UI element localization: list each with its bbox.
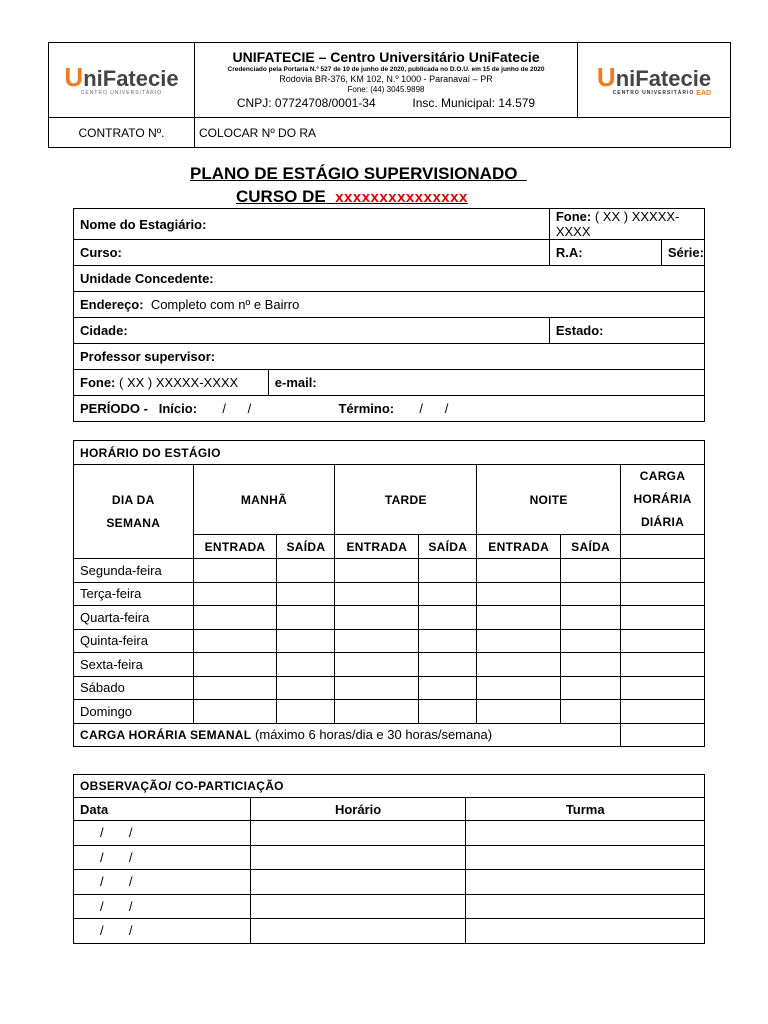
day-name: Domingo	[74, 700, 194, 724]
schedule-cell[interactable]	[561, 559, 621, 583]
schedule-cell[interactable]	[277, 653, 335, 677]
schedule-cell[interactable]	[193, 582, 277, 606]
schedule-cell[interactable]	[477, 700, 561, 724]
schedule-row	[74, 559, 705, 583]
email-field[interactable]: e-mail:	[268, 370, 704, 396]
course-placeholder: xxxxxxxxxxxxxxx	[335, 189, 468, 206]
logo-u-mark: U	[64, 62, 84, 92]
schedule-row	[74, 582, 705, 606]
schedule-cell[interactable]	[193, 606, 277, 630]
schedule-cell[interactable]	[277, 582, 335, 606]
schedule-cell[interactable]	[477, 653, 561, 677]
schedule-row	[74, 629, 705, 653]
left-logo-cell	[49, 43, 195, 118]
municipal-registration: Insc. Municipal: 14.579	[412, 96, 536, 111]
schedule-cell[interactable]	[477, 629, 561, 653]
schedule-cell[interactable]	[621, 582, 705, 606]
schedule-cell[interactable]	[561, 653, 621, 677]
night-exit-header: SAÍDA	[561, 535, 621, 559]
class-cell[interactable]	[466, 870, 705, 895]
schedule-cell[interactable]	[335, 700, 419, 724]
right-logo-cell	[578, 43, 731, 118]
schedule-cell[interactable]	[561, 606, 621, 630]
class-cell[interactable]	[466, 821, 705, 846]
schedule-cell[interactable]	[193, 700, 277, 724]
schedule-cell[interactable]	[335, 653, 419, 677]
schedule-cell[interactable]	[193, 653, 277, 677]
address-field[interactable]: Endereço: Completo com nº e Bairro	[74, 292, 705, 318]
schedule-cell[interactable]	[335, 559, 419, 583]
day-name: Terça-feira	[74, 582, 194, 606]
schedule-cell[interactable]	[335, 629, 419, 653]
schedule-cell[interactable]	[419, 582, 477, 606]
schedule-cell[interactable]	[277, 559, 335, 583]
observation-row	[74, 894, 705, 919]
weekly-hours-row: CARGA HORÁRIA SEMANAL (máximo 6 horas/dia e 30 horas/semana)	[74, 723, 621, 746]
schedule-cell[interactable]	[477, 582, 561, 606]
schedule-cell[interactable]	[335, 606, 419, 630]
header-table	[48, 42, 731, 148]
date-cell[interactable]: / /	[74, 870, 251, 895]
schedule-cell[interactable]	[277, 700, 335, 724]
time-cell[interactable]	[250, 870, 466, 895]
time-cell[interactable]	[250, 821, 466, 846]
course-title: CURSO DE xxxxxxxxxxxxxxx	[236, 187, 468, 206]
period-field[interactable]: PERÍODO - Início: / / Término: / /	[74, 396, 705, 422]
night-entry-header: ENTRADA	[477, 535, 561, 559]
schedule-cell[interactable]	[193, 676, 277, 700]
day-header: DIA DA SEMANA	[74, 465, 194, 559]
cnpj: CNPJ: 07724708/0001-34	[236, 96, 376, 111]
afternoon-header: TARDE	[335, 465, 477, 535]
supervisor-phone-field[interactable]: Fone: ( XX ) XXXXX-XXXX	[74, 370, 269, 396]
morning-exit-header: SAÍDA	[277, 535, 335, 559]
class-cell[interactable]	[466, 894, 705, 919]
ra-field[interactable]: R.A:	[550, 240, 662, 265]
daily-hours-subheader	[621, 535, 705, 559]
unifatecie-logo-right: U niFatecie CENTRO UNIVERSITÁRIO EAD	[596, 61, 712, 97]
schedule-row	[74, 676, 705, 700]
schedule-cell[interactable]	[277, 676, 335, 700]
schedule-cell[interactable]	[621, 676, 705, 700]
morning-header: MANHÃ	[193, 465, 335, 535]
institution-info	[195, 43, 578, 118]
class-cell[interactable]	[466, 919, 705, 944]
ead-badge: EAD	[696, 89, 712, 97]
weekly-hours-cell[interactable]	[621, 723, 705, 746]
class-cell[interactable]	[466, 845, 705, 870]
schedule-cell[interactable]	[477, 606, 561, 630]
day-name: Quarta-feira	[74, 606, 194, 630]
schedule-cell[interactable]	[419, 700, 477, 724]
schedule-body	[74, 559, 705, 724]
schedule-row	[74, 653, 705, 677]
company-field[interactable]: Unidade Concedente:	[74, 266, 705, 292]
day-name: Sexta-feira	[74, 653, 194, 677]
schedule-cell[interactable]	[477, 676, 561, 700]
time-cell[interactable]	[250, 919, 466, 944]
ra-series-cell	[549, 240, 704, 266]
supervisor-field[interactable]: Professor supervisor:	[74, 344, 705, 370]
night-header: NOITE	[477, 465, 621, 535]
schedule-cell[interactable]	[419, 606, 477, 630]
observation-row	[74, 870, 705, 895]
time-cell[interactable]	[250, 894, 466, 919]
phone-field[interactable]: Fone: ( XX ) XXXXX-XXXX	[549, 209, 704, 240]
schedule-cell[interactable]	[561, 629, 621, 653]
intern-name-field[interactable]: Nome do Estagiário:	[74, 209, 550, 240]
day-name: Sábado	[74, 676, 194, 700]
observation-table	[73, 774, 705, 944]
schedule-cell[interactable]	[419, 676, 477, 700]
schedule-cell[interactable]	[621, 629, 705, 653]
day-name: Quinta-feira	[74, 629, 194, 653]
time-cell[interactable]	[250, 845, 466, 870]
daily-hours-header: CARGA HORÁRIA DIÁRIA	[621, 465, 705, 535]
city-field[interactable]: Cidade:	[74, 318, 550, 344]
schedule-cell[interactable]	[621, 559, 705, 583]
address: Rodovia BR-376, KM 102, N.º 1000 - Paranavaí – PR	[279, 73, 493, 84]
schedule-cell[interactable]	[335, 582, 419, 606]
phone: Fone: (44) 3045.9898	[347, 84, 425, 94]
series-field[interactable]: Série:	[667, 245, 704, 260]
contract-value: COLOCAR Nº DO RA	[195, 118, 731, 148]
col-class-header: Turma	[466, 798, 705, 821]
date-cell[interactable]: / /	[74, 919, 251, 944]
date-cell[interactable]: / /	[74, 821, 251, 846]
morning-entry-header: ENTRADA	[193, 535, 277, 559]
observation-body	[74, 821, 705, 944]
course-field[interactable]: Curso:	[74, 240, 550, 266]
institution-name: UNIFATECIE – Centro Universitário UniFatecie	[232, 49, 540, 66]
col-time-header: Horário	[250, 798, 466, 821]
schedule-cell[interactable]	[561, 676, 621, 700]
schedule-cell[interactable]	[419, 653, 477, 677]
schedule-cell[interactable]	[561, 582, 621, 606]
observation-row	[74, 821, 705, 846]
schedule-cell[interactable]	[277, 629, 335, 653]
observation-row	[74, 919, 705, 944]
schedule-cell[interactable]	[419, 559, 477, 583]
unifatecie-logo-left: U niFatecie CENTRO UNIVERSITÁRIO	[64, 62, 179, 96]
afternoon-entry-header: ENTRADA	[335, 535, 419, 559]
schedule-cell[interactable]	[477, 559, 561, 583]
day-name: Segunda-feira	[74, 559, 194, 583]
schedule-title: HORÁRIO DO ESTÁGIO	[74, 441, 705, 465]
schedule-cell[interactable]	[561, 700, 621, 724]
col-date-header: Data	[74, 798, 251, 821]
schedule-table	[73, 440, 705, 747]
afternoon-exit-header: SAÍDA	[419, 535, 477, 559]
intern-info-table	[73, 208, 705, 422]
date-cell[interactable]: / /	[74, 894, 251, 919]
date-cell[interactable]: / /	[74, 845, 251, 870]
schedule-row	[74, 606, 705, 630]
schedule-cell[interactable]	[419, 629, 477, 653]
contract-label: CONTRATO Nº.	[49, 118, 195, 148]
schedule-cell[interactable]	[621, 700, 705, 724]
schedule-row	[74, 700, 705, 724]
page-title: PLANO DE ESTÁGIO SUPERVISIONADO	[190, 164, 518, 183]
schedule-cell[interactable]	[193, 559, 277, 583]
schedule-cell[interactable]	[621, 606, 705, 630]
schedule-cell[interactable]	[621, 653, 705, 677]
state-field[interactable]: Estado:	[549, 318, 704, 344]
schedule-cell[interactable]	[335, 676, 419, 700]
schedule-cell[interactable]	[193, 629, 277, 653]
credential-line: Credenciado pela Portaria N.º 527 de 10 de junho de 2020, publicada no D.O.U. em 15 de junho de 2020	[227, 66, 545, 74]
observation-title: OBSERVAÇÃO/ CO-PARTICIAÇÃO	[74, 775, 705, 798]
schedule-cell[interactable]	[277, 606, 335, 630]
observation-row	[74, 845, 705, 870]
